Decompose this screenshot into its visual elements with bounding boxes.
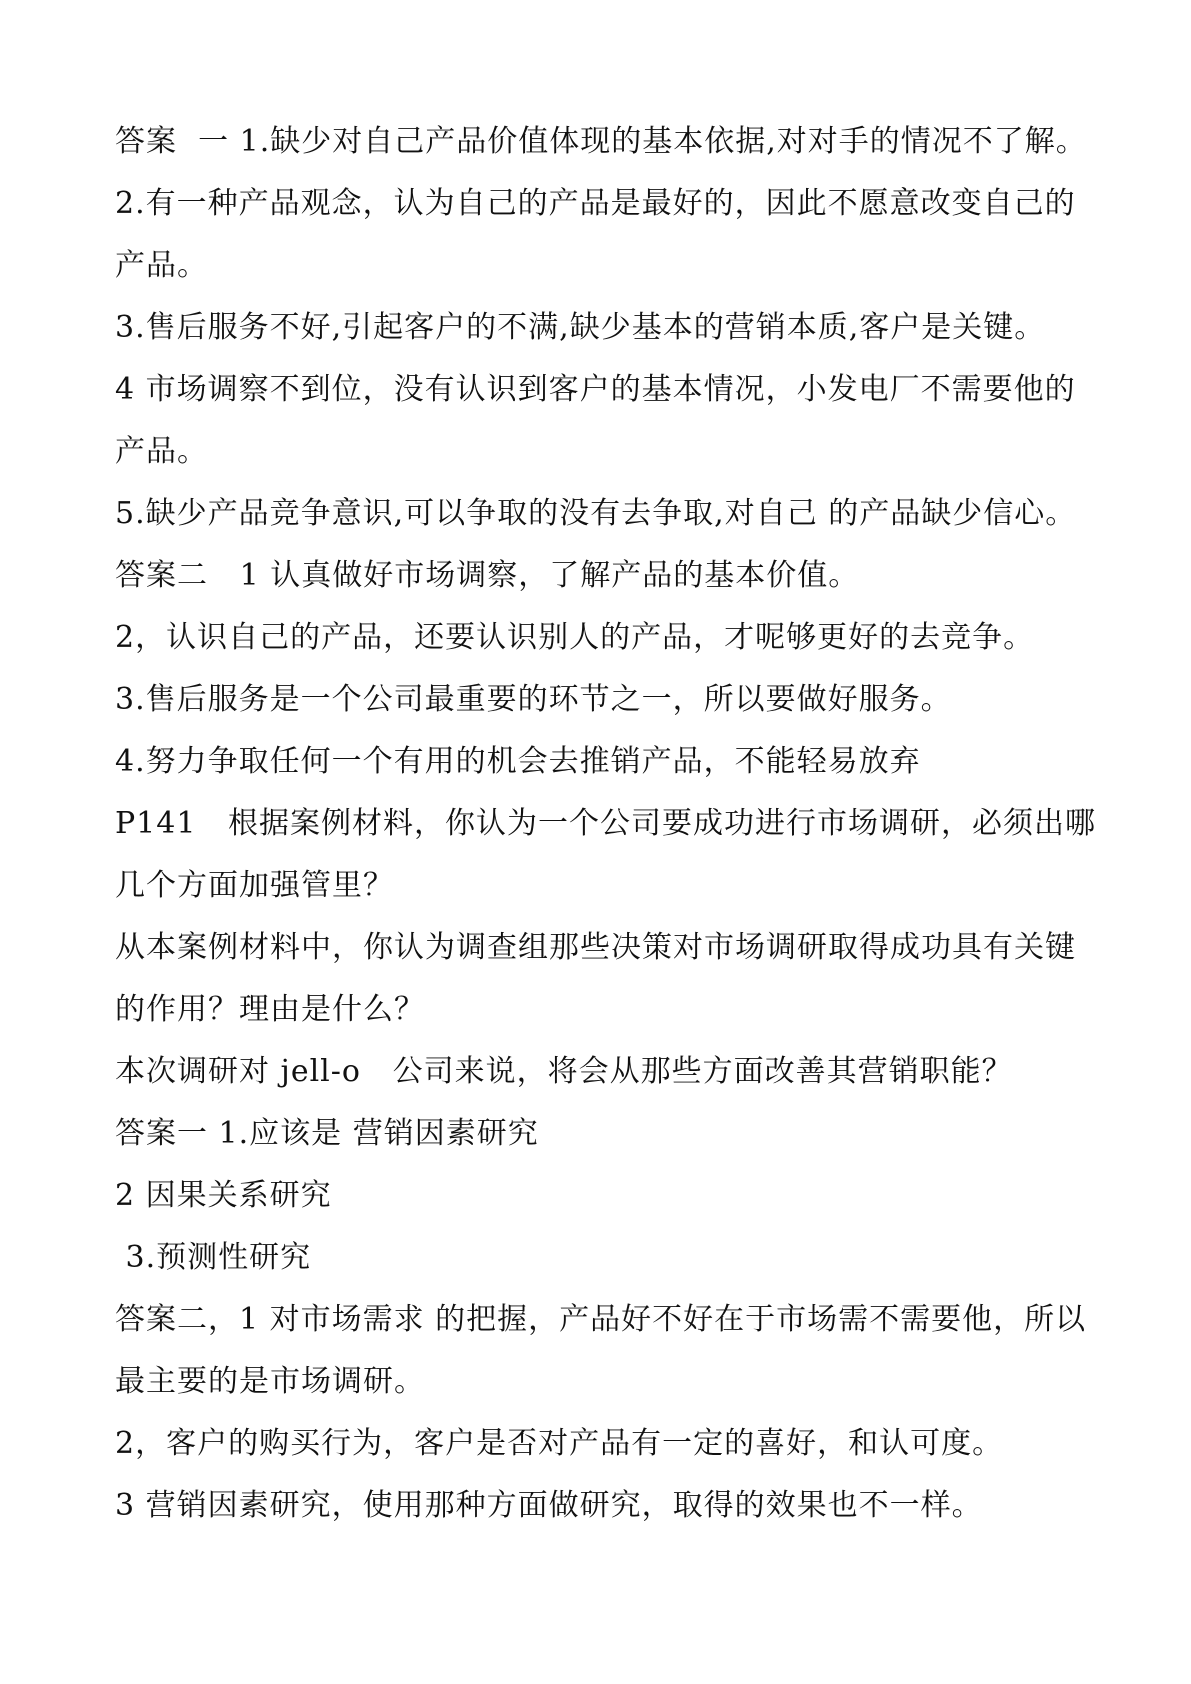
text-line: 答案一 1.应该是 营销因素研究 — [115, 1116, 539, 1151]
text-line: 答案二 1 认真做好市场调察，了解产品的基本价值。 — [115, 558, 860, 593]
text-line: 产品。 — [115, 248, 208, 283]
text-line: 4 市场调察不到位，没有认识到客户的基本情况，小发电厂不需要他的 — [115, 372, 1076, 407]
text-line: 的作用？理由是什么？ — [115, 992, 425, 1027]
text-line: 3.售后服务不好,引起客户的不满,缺少基本的营销本质,客户是关键。 — [115, 310, 1046, 345]
text-line: 2.有一种产品观念，认为自己的产品是最好的，因此不愿意改变自己的 — [115, 186, 1076, 221]
text-line: 3.售后服务是一个公司最重要的环节之一，所以要做好服务。 — [115, 682, 952, 717]
text-line: 答案二，1 对市场需求 的把握，产品好不好在于市场需不需要他，所以 — [115, 1302, 1087, 1337]
text-line: 2，认识自己的产品，还要认识别人的产品，才呢够更好的去竞争。 — [115, 620, 1035, 655]
text-line: 2 因果关系研究 — [115, 1178, 332, 1213]
text-line: 几个方面加强管里？ — [115, 868, 394, 903]
document-text — [115, 111, 1105, 1537]
text-line: P141 根据案例材料，你认为一个公司要成功进行市场调研，必须出哪 — [115, 806, 1097, 841]
text-line: 从本案例材料中，你认为调查组那些决策对市场调研取得成功具有关键 — [115, 930, 1076, 965]
text-line: 4.努力争取任何一个有用的机会去推销产品，不能轻易放弃 — [115, 744, 921, 779]
text-line: 本次调研对 jell-o 公司来说，将会从那些方面改善其营销职能？ — [115, 1054, 1013, 1089]
text-line: 最主要的是市场调研。 — [115, 1364, 425, 1399]
text-line: 3.预测性研究 — [115, 1240, 312, 1275]
text-line: 5.缺少产品竞争意识,可以争取的没有去争取,对自己 的产品缺少信心。 — [115, 496, 1077, 531]
text-line: 产品。 — [115, 434, 208, 469]
text-line: 答案 一 1.缺少对自己产品价值体现的基本依据,对对手的情况不了解。 — [115, 124, 1087, 159]
text-line: 2，客户的购买行为，客户是否对产品有一定的喜好，和认可度。 — [115, 1426, 1004, 1461]
text-line: 3 营销因素研究，使用那种方面做研究，取得的效果也不一样。 — [115, 1488, 983, 1523]
